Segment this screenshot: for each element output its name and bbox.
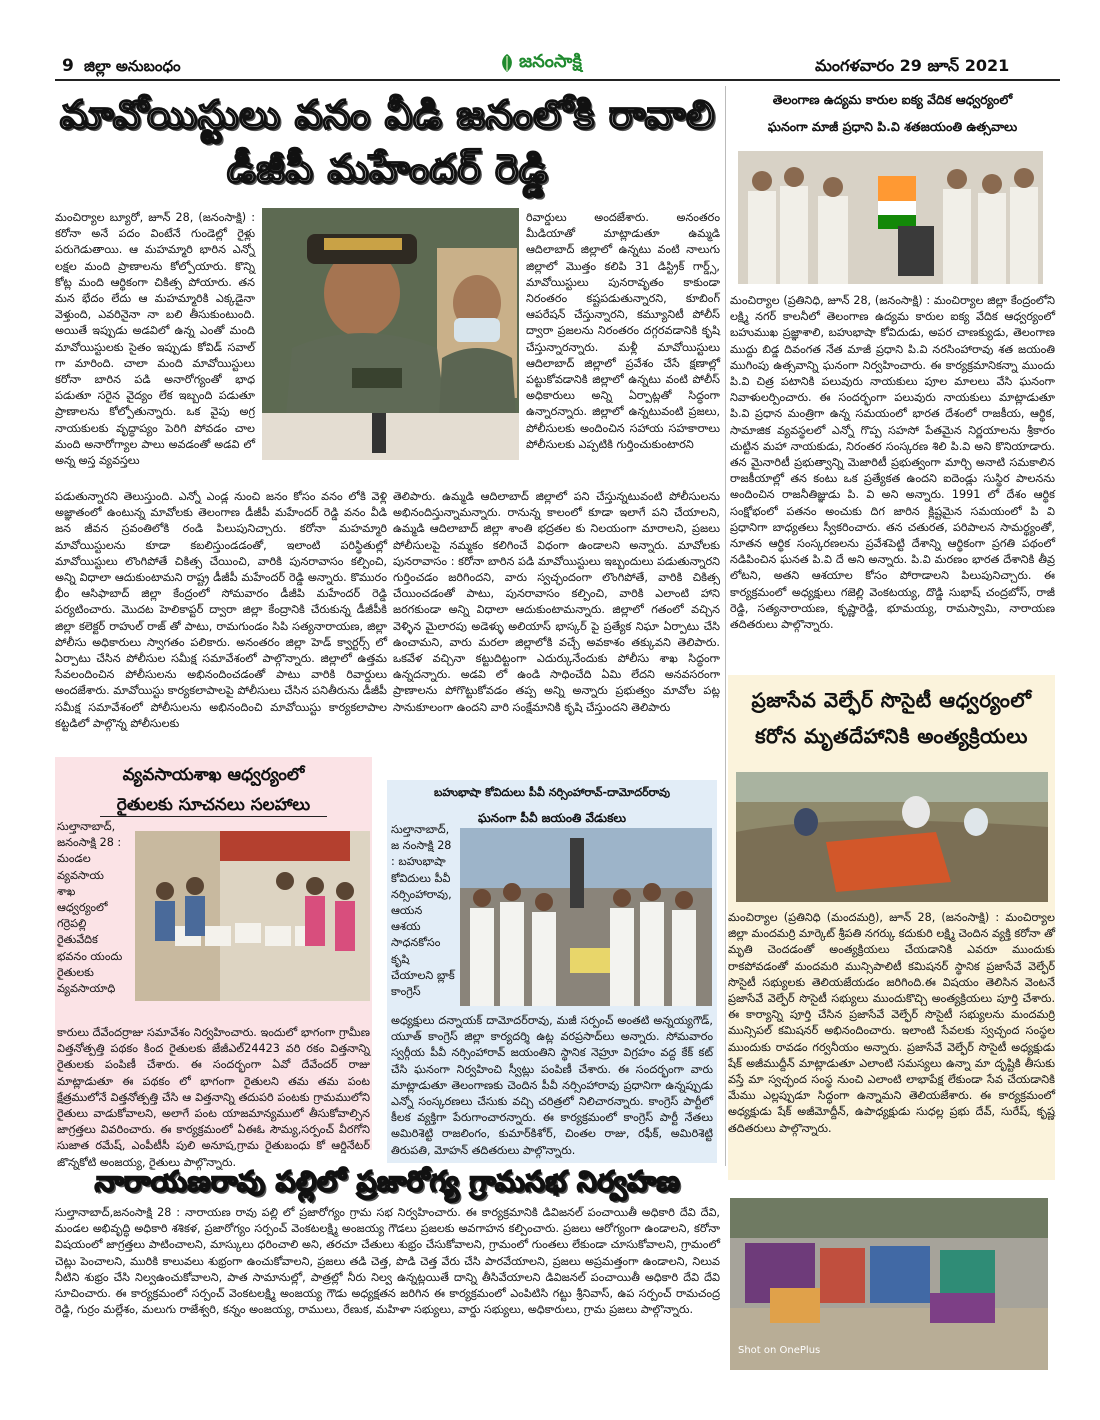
agri-story	[55, 757, 372, 1169]
gramasabha-story	[55, 1163, 720, 1393]
funeral-headline-2: కరోన మృతదేహానికి అంత్యక్రియలు	[755, 724, 1028, 748]
funeral-body: మంచిర్యాల (ప్రతినిధి (మందమర్రి), జూన్ 28, (జనంసాక్షి) : మంచిర్యాల జిల్లా మందమర్రి మార్కెట్ శ్రీపతి నగర్కు కదుకురి లక్ష్మి చెందిన వ్యక్తి కరోనా తో మృతి చెందడంతో అంత్యక్రియలు చేయడానికి ఎవరూ ముందుకు రాకపోవడంతో మందమరి మున్సిపాలిటీ కమిషనర్ స్థానిక ప్రజాసేవే వెల్ఫేర్ సొసైటీ సభ్యులకు తెలియజేయడం జరిగింది.ఈ విషయం తెలిసిన వెంటనే ప్రజాసేవే వెల్ఫేర్ సొసైటీ సభ్యులు ముందుకొచ్చి అంత్యక్రియలు పూర్తి చేశారు. ఈ కార్యాన్ని పూర్తి చేసిన ప్రజాసేవే వెల్ఫేర్ సొసైటీ సభ్యులను మందమర్రి మున్సిపల్ కమిషనర్ అభినందించారు. ఇలాంటి సేవలకు స్వచ్ఛంద సంస్థల ముందుకు రావడం గర్వనీయం అన్నారు. ప్రజాసేవే వెల్ఫేర్ సొసైటీ అధ్యక్షుడు షేక్ అజీముద్దీన్ మాట్లాడుతూ ఎలాంటి సమస్యలు ఉన్నా మా దృష్టికి తీసుకు వస్తే మా స్వచ్ఛంద సంస్థ నుంచి ఎలాంటి లాభాపేక్ష లేకుండా సేవ చేయడానికి మేము ఎల్లప్పుడూ సిద్ధంగా ఉన్నామని తెలియజేశారు. ఈ కార్యక్రమంలో అధ్యక్షుడు షేక్ అజీమోద్దీన్, ఉపాధ్యక్షుడు సుధల్ల ప్రభు దేవ్, సురేష్, కృష్ణ తదితరులు పాల్గొన్నారు.	[728, 911, 1055, 1135]
gramasabha-body: సుల్తానాబాద్,జనంసాక్షి 28 : నారాయణ రావు పల్లి లో ప్రజారోగ్యం గ్రామ సభ నిర్వహించారు. ఈ కార్యక్రమానికి డివిజనల్ పంచాయితీ అధికారి దేవి దేవి, మండల అభివృద్ధి అధికారి శశికళ, ప్రజారోగ్యం సర్పంచ్ వెంకటలక్ష్మి అంజయ్య గౌడలు ప్రజలకు అవగాహన కల్పించారు. ప్రజలు ఆరోగ్యంగా ఉండాలని, కరోనా విషయంలో జాగ్రత్తలు పాటించాలని, మాస్కులు ధరించాలి అని, తరచూ చేతులు శుభ్రం చేసుకోవాలని, గ్రామంలో గుంతలు లేకుండా చూసుకోవాలని, గ్రామంలో చెట్లు పెంచాలని, మురికి కాలువలు శుభ్రంగా ఉంచుకోవాలని, ప్రజలు తడి చెత్త, పొడి చెత్త వేరు చేసి పారవేయాలని, ప్రజలు అప్రమత్తంగా ఉండాలని, నిలువ నీటిని శుభ్రం చేసి నిల్వఉంచుకోవాలని, పాత సామానుల్లో, పాత్రల్లో నీరు నిల్వ ఉన్నట్లయితే దాన్ని తీసివేయాలని డివిజనల్ పంచాయితీ అధికారి దేవి దేవి సూచించారు. ఈ కార్యక్రమంలో సర్పంచ్ వెంకటలక్ష్మి అంజయ్య గౌడు అధ్యక్షతన జరిగిన ఈ కార్యక్రమంలో ఎంపిటిసి గట్టు శ్రీనివాస్, ఉప సర్పంచ్ రామచంద్ర రెడ్డి, గుర్రం మల్లేశం, మలుగు రాజేశ్వరి, కన్నం అంజయ్య, రాములు, రేణుక, మహిళా సభ్యులు, వార్డు సభ్యులు, అధికారులు, గ్రామ ప్రజలు పాల్గొన్నారు.	[55, 1206, 720, 1317]
pv-centenary-photo	[738, 151, 1043, 284]
agri-intro: సుల్తానాబాద్, జనంసాక్షి 28 : మండల వ్యవసాయ శాఖ ఆధ్వర్యంలో గర్రెపల్లి రైతువేదిక భవనం యందు రైతులకు వ్యవసాయాధి	[57, 820, 123, 996]
main-col3: తెలిపారు. ఉమ్మడి ఆదిలాబాద్ జిల్లాలో పని చేస్తున్నటువంటి పోలీసులను అభినందిస్తున్నామన్నారు. రానున్న కాలంలో కూడా ఇలాగే పని చేయాలని, ఉమ్మడి ఆదిలాబాద్ జిల్లా శాంతి భద్రతల కు నిలయంగా మారాలని, ప్రజలు పోలీసులపై నమ్మకం కలిగించే విధంగా ఉండాలని అన్నారు. మావోలకు పునరావాసం : కరోనా బారిన పడి మావోయిస్టులు ఇబ్బందులు పడుతున్నారని గుర్తించడం జరిగిందని, వారు స్వచ్ఛందంగా లొంగిపోతే, వారికి చికిత్స చేయించడంతో పాటు, పునరావాసం కల్పించి, వారికి ఎలాంటి హాని జరగకుండా అన్ని విధాలా ఆదుకుంటామన్నారు. జిల్లాలో గతంలో వచ్చిన వెళ్ళిన మైలారపు అడెళ్ళు అలియాస్ భాస్కర్ పై ప్రత్యేక నిఘా ఏర్పాటు చేసి ఉంచామని, వారు మరలా జిల్లాలోకి వచ్చే అవకాశం తక్కువని తెలిపారు. ఒకవేళ వచ్చినా కట్టుదిట్టంగా ఎదుర్కునేందుకు పోలీసు శాఖ సిద్ధంగా ఉన్నదన్నారు. అడవి లో ఉండి సాధించేది ఏమి లేదని అనవసరంగా ప్రాణాలను పోగొట్టుకోవడం తప్ప అన్ని అన్నారు ప్రభుత్వం మావోల పట్ల సానుకూలంగా ఉందని వారి సంక్షేమానికి కృషి చేస్తుందని తెలిపారు	[393, 490, 720, 714]
issue-date: మంగళవారం 29 జూన్ 2021	[815, 56, 1010, 75]
pv-jayanthi-headline-2: ఘనంగా పీవీ జయంతి వేడుకలు	[477, 811, 626, 825]
dgp-photo-art	[262, 208, 519, 460]
agri-body: కారులు దేవేందర్రాజు సమావేశం నిర్వహించారు. ఇందులో భాగంగా గ్రామీణ విత్తనోత్పత్తి పథకం కింద రైతులకు జేజీఎల్24423 వరి రకం విత్తనాన్ని రైతులకు పంపిణీ చేశారు. ఈ సందర్భంగా ఏవో దేవేందర్ రాజు మాట్లాడుతూ ఈ పథకం లో భాగంగా రైతులని తమ తమ పంట క్షేత్రములోనే విత్తనోత్పత్తి చేసి ఆ విత్తనాన్ని తదుపరి పంటకు గ్రామములోని రైతులు వాడుకోవాలని, అలాగే పంట యాజమాన్యములో తీసుకోవాల్సిన జాగ్రత్తలు వివరించారు. ఈ కార్యక్రమంలో ఏఈఓ సౌమ్య,సర్పంచ్ వీరగోని సుజాత రమేష్, ఎంపీటీసీ పులి అనూష,గ్రామ రైతుబంధు కో ఆర్డినేటర్ జొన్నకోటి అంజయ్య, రైతులు పాల్గొన్నారు.	[57, 1026, 370, 1169]
funeral-story	[728, 675, 1055, 1180]
leaf-icon	[497, 52, 517, 74]
main-col2: రివార్డులు అందజేశారు. అనంతరం మీడియాతో మాట్లాడుతూ ఉమ్మడి ఆదిలాబాద్ జిల్లాలో ఉన్నటు వంటి నాలుగు జిల్లాలో మొత్తం కలిపి 31 డిస్ట్రిక్ గార్డ్స్, మావోయిస్టులు పునరావృతం కాకుండా నిరంతరం కష్టపడుతున్నారని, కూబింగ్ ఆపరేషన్ చేస్తున్నారని, కమ్యూనిటీ పోలీస్ ద్వారా ప్రజలను నిరంతరం దగ్గరవడానికి కృషి చేస్తున్నారన్నారు. మళ్లీ మావోయిస్టులు ఆదిలాబాద్ జిల్లాలో ప్రవేశం చేసే క్షణాల్లో పట్టుకోవడానికి జిల్లాలో ఉన్నటు వంటి పోలీస్ అధికారులు అన్ని ఏర్పాట్లతో సిద్ధంగా ఉన్నారన్నారు. జిల్లాలో ఉన్నటువంటి ప్రజలు, పోలీసులకు అందించిన సహాయ సహకారాలు పోలీసులకు ఎప్పటికి గుర్తించుకుంటారని	[526, 211, 720, 451]
masthead	[0, 0, 1100, 86]
gramasabha-headline: నారాయణరావు పల్లిలో ప్రజారోగ్య గ్రామసభ నిర్వహణ	[94, 1165, 681, 1198]
agri-headline-2: రైతులకు సూచనలు సలహాలు	[116, 795, 311, 815]
agri-headline-rule	[100, 816, 327, 817]
funeral-headline-1: ప్రజాసేవ వెల్ఫేర్ సొసైటీ ఆధ్వర్యంలో	[751, 688, 1032, 712]
main-headline-2: డీజీపీ మహేందర్ రెడ్డి	[226, 147, 549, 192]
pv-centenary-body: మంచిర్యాల (ప్రతినిధి, జూన్ 28, (జనంసాక్షి) : మంచిర్యాల జిల్లా కేంద్రంలోని లక్ష్మి నగర్ కాలనీలో తెలంగాణ ఉద్యమ కారుల ఐక్య వేదిక ఆధ్వర్యంలో బహుముఖ ప్రజ్ఞాశాలి, బహుభాషా కోవిదుడు, అపర చాణక్యుడు, తెలంగాణ ముద్దు బిడ్డ దివంగత నేత మాజీ ప్రధాని పి.వి నరసింహారావు శత జయంతి ముగింపు ఉత్సవాన్ని ఘనంగా నిర్వహించారు. ఈ కార్యక్రమానికన్నా ముందు పి.వి చిత్ర పటానికి పలువురు నాయకులు పూల మాలలు వేసి ఘనంగా నివాళులర్పించారు. ఈ సందర్భంగా పలువురు నాయకులు మాట్లాడుతూ పి.వి ప్రధాన మంత్రిగా ఉన్న సమయంలో భారత దేశంలో రాజకీయ, ఆర్థిక, సామాజిక వ్యవస్థలలో ఎన్నో గొప్ప సహసో పేతమైన నిర్ణయాలను శ్రీకారం చుట్టిన మహా నాయకుడు, నిరంతర సంస్కరణ శిలి పి.వి అని కొనియాడారు. తన మైనారిటీ ప్రభుత్వాన్ని మెజారిటీ ప్రభుత్వంగా మార్చి అనాటి సమకాలిన రాజకీయాల్లో తన కంటు ఒక ప్రత్యేకత ఉందని ఐదెండ్లు సుస్థిర పాలనను అందించిన రాజనీతిజ్ఞుడు పి. వి అని అన్నారు. 1991 లో దేశం ఆర్థిక సంక్షోభంలో పతనం అంచుకు దిగ జారిన క్లిష్టమైన సమయంలో పి వి ప్రధానిగా బాధ్యతలు స్వీకరించారు. తన చతురత, పరిపాలన సామర్థ్యంతో, నూతన ఆర్థిక సంస్కరణలను ప్రవేశపెట్టి దేశాన్ని ఆర్థికంగా ప్రగతి పథంలో నడిపించిన ఘనత పి.వి దే అని అన్నారు. పి.వి మరణం భారత దేశానికి తీవ్ర లోటని, అతని ఆశయాల కోసం పోరాడాలని పిలుపునిచ్చారు. ఈ కార్యక్రమంలో అధ్యక్షులు గజెల్లి వెంకటయ్య, దొడ్డి సుభాష్ చంద్రబోస్, రాజీ రెడ్డి, సత్యనారాయణ, కృష్ణారెడ్డి, భూమయ్య, రామస్వామి, నారాయణ తదితరులు పాల్గొన్నారు.	[730, 294, 1055, 632]
photo-watermark: Shot on OnePlus	[738, 1345, 821, 1356]
main-body: పడుతున్నారని తెలుస్తుంది. ఎన్నో ఎండ్ల నుంచి జనం కోసం వనం లోకి వెళ్లి అజ్ఞాతంలో ఉంటున్న మావోలకు తెలంగాణ డీజీపీ మహేందర్ రెడ్డి వనం వీడి జన జీవన స్రవంతిలోకి రండి పిలుపునిచ్చారు. కరోనా మహమ్మారి మావోయిస్టులను కూడా కబలిస్తుండడంతో, ఇలాంటి పరిస్థితుల్లో మావోయిస్టులు లొంగిపోతే చికిత్స చేయించి, వారికి పునరావాసం కల్పించి, అన్ని విధాలా ఆదుకుంటామని రాష్ట్ర డీజీపీ మహేందర్ రెడ్డి అన్నారు. కొమురం భీం ఆసిఫాబాద్ జిల్లా కేంద్రంలో సోమవారం డీజీపి మహేందర్ రెడ్డి పర్యటించారు. మొదట హెలికాప్టర్ ద్వారా జిల్లా కేంద్రానికి చేరుకున్న డీజీపీకి జిల్లా కలెక్టర్ రాహుల్ రాజ్ తో పాటు, రామగుండం సిపి సత్యనారాయణ, జిల్లా పోలీసు అధికారులు స్వాగతం పలికారు. అనంతరం జిల్లా హెడ్ క్వార్టర్స్ లో ఏర్పాటు చేసిన పోలీసుల సమీక్ష సమావేశంలో పాల్గొన్నారు. జిల్లాలో ఉత్తమ సేవలందించిన పోలీసులను అభినందించడంతో పాటు వారికి రివార్డులు అందజేశారు. మావోయిస్టు కార్యకలాపాలపై పోలీసులు చేసిన పనితీరును డీజీపీ సమీక్ష సమావేశంలో పోలీసులను అభినందించి మావోయిస్టు కార్యకలాపాల కట్టడిలో పాల్గొన్న పోలీసులకు	[55, 490, 387, 730]
pv-jayanthi-photo	[460, 828, 712, 1006]
agri-photo	[135, 831, 370, 1001]
agri-photo-art	[135, 831, 370, 1001]
page-number: 9	[62, 56, 74, 76]
main-story	[55, 86, 720, 751]
funeral-photo-art	[736, 772, 1048, 902]
pv-jayanthi-body: అధ్యక్షులు దన్నాయక్ దామోదర్‌రావు, మజీ సర్పంచ్ అంతటి అన్నయ్యగౌడ్, యూత్ కాంగ్రెస్ జిల్లా కార్యదర్శి ఉట్ల వరప్రసాద్‌లు అన్నారు. సోమవారం స్వర్గీయ పీవీ నర్సింహారావ్ జయంతిని స్థానిక నెహ్రూ విగ్రహం వద్ద కేక్ కట్ చేసి ఘనంగా నిర్వహించి స్వీట్లు పంపిణీ చేశారు. ఈ సందర్భంగా వారు మాట్లాడుతూ తెలంగాణకు చెందిన పీవీ నర్సింహారావు ప్రధానిగా ఉన్నప్పుడు ఎన్నో సంస్కరణలు చేసుకు వచ్చి చరిత్రలో నిలిచారన్నారు. కాంగ్రెస్ పార్టీలో కీలక వ్యక్తిగా పేరుగాంచారన్నారు. ఈ కార్యక్రమంలో కాంగ్రెస్ పార్టీ నేతలు అమిరిశెట్టి రాజలింగం, కుమార్‌కిశోర్, చింతల రాజు, రఫీక్, అమిరిశెట్టి తిరుపతి, మోహన్ తదితరులు పాల్గొన్నారు.	[391, 1014, 713, 1157]
pv-centenary-story	[730, 86, 1055, 661]
column-divider	[725, 86, 726, 1166]
gramasabha-photo	[730, 1198, 1048, 1370]
dgp-photo	[262, 208, 519, 460]
funeral-photo	[736, 772, 1048, 902]
masthead-rule	[55, 79, 1060, 81]
pv-centenary-headline-2: ఘనంగా మాజీ ప్రధాని పి.వి శతజయంతి ఉత్సవాలు	[767, 119, 1018, 134]
logo-text: జనంసాక్షి	[519, 51, 582, 72]
pv-jayanthi-photo-art	[460, 828, 712, 1006]
agri-headline-1: వ్యవసాయశాఖ ఆధ్వర్యంలో	[122, 765, 305, 785]
pv-centenary-photo-art	[738, 151, 1043, 284]
logo	[497, 51, 611, 77]
main-col1: మంచిర్యాల బ్యూరో, జూన్ 28, (జనంసాక్షి) : కరోనా అనే పదం వింటేనే గుండెల్లో రైళ్లు పరుగెడుతాయి. ఆ మహమ్మారి భారిన ఎన్నో లక్షల మంది ప్రాణాలను కోల్పోయారు. కొన్ని కోట్ల మంది ఆర్థికంగా చికిత్స పోయారు. తన మన భేదం లేదు ఆ మహమ్మారికి ఎక్కడైనా వెళ్తుంది, ఎవరినైనా నా బలి తీసుకుంటుంది. అయితే ఇప్పుడు అడవిలో ఉన్న ఎంతో మంది మావోయిస్టులకు సైతం ఇప్పుడు కోవిడ్ సవాల్ గా మారింది. చాలా మంది మావోయిస్టులు కరోనా బారిన పడి అనారోగ్యంతో భాధ పడుతూ సరైన వైద్యం లేక ఇబ్బంది పడుతూ ప్రాణాలను కోల్పోతున్నారు. ఒక వైపు అగ్ర నాయకులకు వృద్ధాప్యం పెరిగి పోవడం చాల మంది అనారోగ్యాల పాలు అవడంతో అడవి లో అన్న అస్త వ్యవస్తలు	[55, 211, 255, 468]
pv-jayanthi-story	[387, 780, 717, 1163]
pv-jayanthi-headline-1: బహుభాషా కోవిదులు పీవీ నర్సింహారావ్-దామోదర్‌రావు	[433, 786, 671, 799]
section-name: జిల్లా అనుబంధం	[84, 57, 181, 75]
pv-centenary-headline-1: తెలంగాణ ఉద్యమ కారుల ఐక్య వేదిక ఆధ్వర్యంలో	[772, 92, 1013, 107]
main-headline-1: మావోయిస్టులు వనం వీడి జనంలోకి రావాలి	[59, 93, 716, 138]
pv-jayanthi-intro: సుల్తానాబాద్, జ నంసాక్షి 28 : బహుభాషా కోవిదులు పీవీ నర్సింహారావు, ఆయన ఆశయ సాధనకోసం కృషి చేయాలని బ్లాక్ కాంగ్రెస్	[391, 823, 455, 999]
